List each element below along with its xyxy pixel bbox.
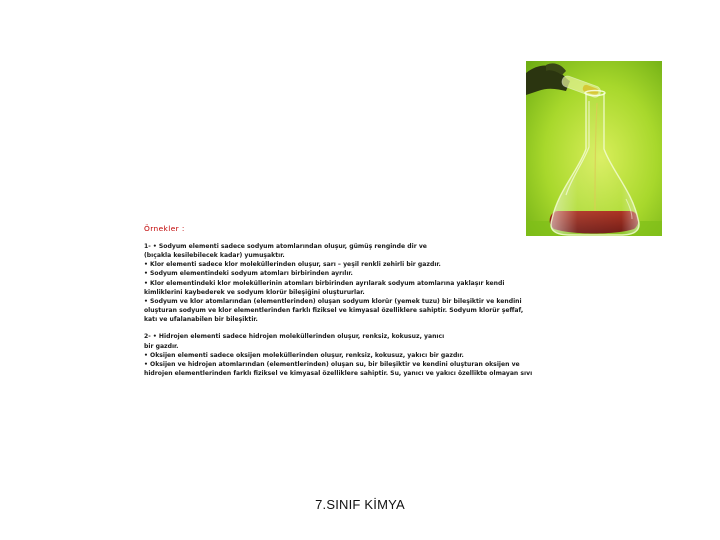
text-line: • Sodyum elementindeki sodyum atomları birbirinden ayrılır. — [144, 270, 353, 278]
erlenmeyer-flask-photo — [526, 61, 662, 236]
text-line: oluşturan sodyum ve klor elementlerinden farklı fiziksel ve kimyasal özelliklere sahiptir. Sodyum klorür şeffaf, — [144, 307, 524, 315]
text-line: • Oksijen elementi sadece oksijen moleküllerinden oluşur, renksiz, kokusuz, yakıcı bir gazdır. — [144, 351, 464, 359]
text-line: 2- • Hidrojen elementi sadece hidrojen moleküllerinden oluşur, renksiz, kokusuz, yanıcı — [144, 333, 445, 341]
text-line: katı ve ufalanabilen bir bileşiktir. — [144, 316, 258, 324]
examples-text-block — [144, 224, 574, 378]
text-line: • Klor elementi sadece klor moleküllerinden oluşur, sarı – yeşil renkli zehirli bir gazdır. — [144, 261, 441, 269]
text-line: kimliklerini kaybederek ve sodyum klorür bileşiğini oluştururlar. — [144, 288, 365, 296]
text-line: (bıçakla kesilebilecek kadar) yumuşaktır. — [144, 252, 285, 260]
example-paragraph-1 — [144, 242, 574, 324]
slide-footer: 7.SINIF KİMYA — [315, 497, 405, 512]
text-line: • Klor elementindeki klor moleküllerinin atomları birbirinden ayrılarak sodyum atomlarına yaklaşır kendi — [144, 279, 505, 287]
text-line: bir gazdır. — [144, 342, 179, 350]
text-line: • Sodyum ve klor atomlarından (elementlerinden) oluşan sodyum klorür (yemek tuzu) bir bileşiktir ve kendini — [144, 297, 522, 305]
text-line: 1- • Sodyum elementi sadece sodyum atomlarından oluşur, gümüş renginde dir ve — [144, 243, 427, 250]
text-line: hidrojen elementlerinden farklı fiziksel ve kimyasal özelliklere sahiptir. Su, yanıcı ve yakıcı özellikte olmayan sıvı — [144, 370, 533, 378]
text-line: • Oksijen ve hidrojen atomlarından (elementlerinden) oluşan su, bir bileşiktir ve kendini oluşturan oksijen ve — [144, 360, 520, 368]
example-paragraph-2 — [144, 332, 574, 378]
paragraph-spacer — [144, 324, 574, 332]
examples-heading: Örnekler : — [144, 224, 185, 233]
